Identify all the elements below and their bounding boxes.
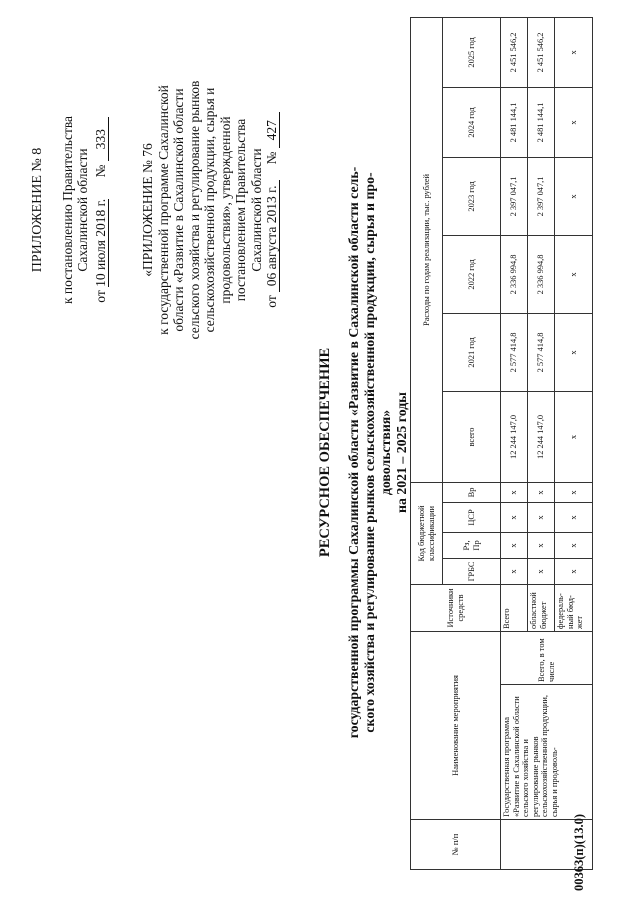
header-2023: 2023 год: [443, 157, 501, 235]
cell-2022: 2 336 994,8: [501, 235, 528, 313]
subtitle-line: ского хозяйства и регулирование рынков сельскохозяйственной продукции, сырья и про-: [362, 172, 377, 733]
cell-2024: 2 481 144,1: [528, 87, 555, 157]
header-name: Наименование мероприятия: [411, 631, 501, 819]
header-rzpr: Рз, Пр: [443, 532, 501, 558]
header-2025: 2025 год: [443, 17, 501, 87]
header-vr: Вр: [443, 482, 501, 502]
from-label: от: [92, 290, 108, 303]
cell-2025: х: [555, 17, 593, 87]
cell-csr: х: [528, 502, 555, 532]
subtitle-line: государственной программы Сахалинской области «Развитие в Сахалинской области сель-: [346, 166, 361, 739]
appendix-date: 10 июля 2018 г.: [92, 198, 108, 287]
appendix2-line: сельского хозяйства и регулирование рынков: [186, 80, 202, 340]
appendix2-title: «ПРИЛОЖЕНИЕ № 76: [140, 143, 155, 277]
appendix-title: ПРИЛОЖЕНИЕ № 8: [30, 147, 45, 273]
from-label: от: [264, 295, 279, 308]
cell-source: федераль-ный бюд-жет: [555, 584, 593, 631]
cell-2021: х: [555, 313, 593, 391]
appendix2-line: области «Развитие в Сахалинской области: [171, 88, 186, 332]
cell-vr: х: [501, 482, 528, 502]
header-csr: ЦСР: [443, 502, 501, 532]
appendix-block-2: [140, 35, 280, 385]
cell-source: областной бюджет: [528, 584, 555, 631]
cell-2025: 2 451 546,2: [501, 17, 528, 87]
document-code: 00363(п)(13.0): [572, 814, 586, 891]
cell-rzpr: х: [501, 532, 528, 558]
appendix2-date: 06 августа 2013 г.: [265, 180, 280, 292]
header-grbs: ГРБС: [443, 558, 501, 584]
cell-2023: х: [555, 157, 593, 235]
header-total: всего: [443, 391, 501, 482]
header-2022: 2022 год: [443, 235, 501, 313]
appendix2-line: постановлением Правительства: [233, 118, 248, 302]
number-label: №: [92, 164, 108, 178]
cell-grbs: х: [501, 558, 528, 584]
cell-grbs: х: [528, 558, 555, 584]
appendix-number: 333: [94, 117, 109, 161]
cell-vr: х: [528, 482, 555, 502]
appendix2-line: к государственной программе Сахалинской: [155, 85, 171, 335]
cell-total: 12 244 147,0: [501, 391, 528, 482]
cell-2021: 2 577 414,8: [501, 313, 528, 391]
appendix-line: Сахалинской области: [75, 148, 90, 272]
cell-2023: 2 397 047,1: [501, 157, 528, 235]
cell-2022: х: [555, 235, 593, 313]
subtitle-line: довольствия»: [378, 409, 393, 496]
resource-table: [410, 17, 593, 870]
cell-source: Всего: [501, 584, 528, 631]
number-label: №: [264, 151, 279, 165]
cell-grbs: х: [555, 558, 593, 584]
appendix2-line: продовольствия», утвержденной: [217, 116, 233, 304]
cell-2025: 2 451 546,2: [528, 17, 555, 87]
appendix-block: [30, 35, 109, 385]
cell-program-name: Государственная программа «Развитие в Сахалинской области сельского хозяйства и регулирование рынков сельскохозяйственной продукции, сырья и продоволь-: [501, 685, 593, 820]
header-source: Источники средств: [411, 584, 501, 631]
cell-rzpr: х: [555, 532, 593, 558]
cell-csr: х: [555, 502, 593, 532]
cell-2023: 2 397 047,1: [528, 157, 555, 235]
period-line: на 2021 – 2025 годы: [394, 392, 409, 513]
appendix2-line: сельскохозяйственной продукции, сырья и: [202, 87, 217, 333]
header-num: № п/п: [411, 820, 501, 870]
cell-2024: х: [555, 87, 593, 157]
document-subtitle: [346, 0, 410, 905]
document-title: РЕСУРСНОЕ ОБЕСПЕЧЕНИЕ: [317, 347, 333, 558]
table-row: [501, 17, 528, 869]
appendix2-line: Сахалинской области: [248, 148, 264, 272]
appendix2-number: 427: [265, 112, 280, 148]
cell-including: Всего, в том числе: [501, 631, 593, 684]
cell-2022: 2 336 994,8: [528, 235, 555, 313]
cell-2024: 2 481 144,1: [501, 87, 528, 157]
header-expenses: Расходы по годам реализации, тыс. рублей: [411, 17, 443, 482]
header-2021: 2021 год: [443, 313, 501, 391]
cell-vr: х: [555, 482, 593, 502]
appendix-line: к постановлению Правительства: [59, 115, 75, 305]
cell-total: х: [555, 391, 593, 482]
header-budget-code: Код бюджетной классификации: [411, 482, 443, 584]
cell-rzpr: х: [528, 532, 555, 558]
cell-csr: х: [501, 502, 528, 532]
header-2024: 2024 год: [443, 87, 501, 157]
cell-2021: 2 577 414,8: [528, 313, 555, 391]
cell-total: 12 244 147,0: [528, 391, 555, 482]
